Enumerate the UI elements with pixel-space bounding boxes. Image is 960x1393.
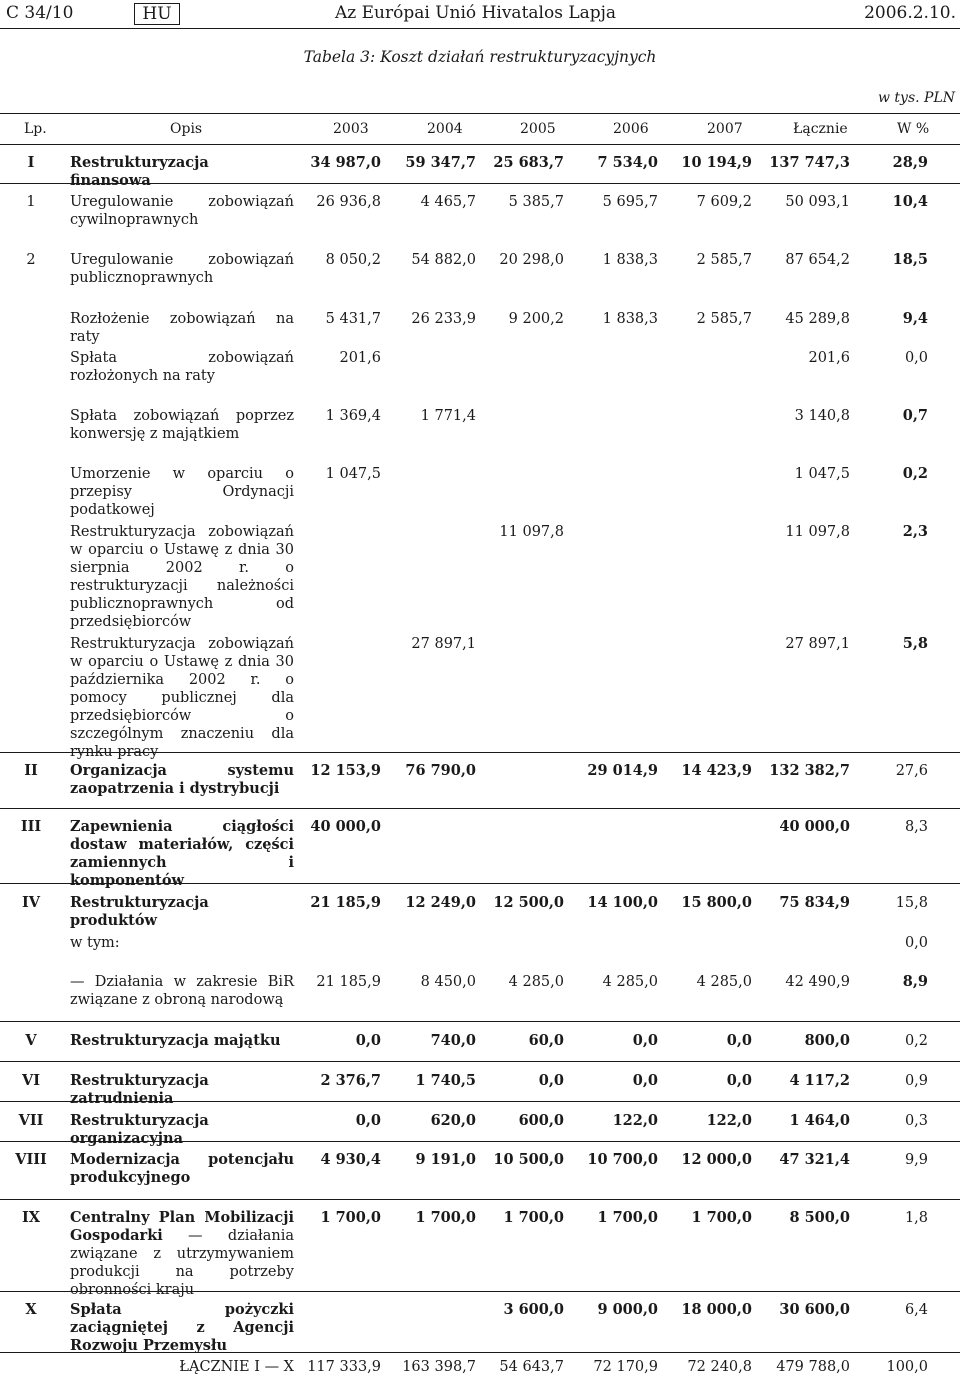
header-rule [0,28,960,29]
page-number: C 34/10 [6,3,74,23]
cell-v2004: 9 191,0 [415,1151,476,1168]
cell-lp: IX [21,1209,41,1226]
total-row [0,1352,960,1382]
cell-lp: VIII [15,1151,47,1168]
total-2004: 163 398,7 [402,1359,476,1375]
cell-pct: 18,5 [892,251,928,268]
cell-lp: 2 [26,252,36,268]
cell-v2003: 1 700,0 [320,1209,381,1226]
cell-v2006: 14 100,0 [587,894,658,911]
cell-v2007: 122,0 [706,1112,752,1129]
cell-v2007: 1 700,0 [691,1209,752,1226]
total-2007: 72 240,8 [687,1359,752,1375]
cell-v2007: 18 000,0 [681,1301,752,1318]
cell-desc: Restrukturyzacja zobowiązań w oparciu o Ustawę z dnia 30 października 2002 r. o pomocy publicznej dla przedsiębiorców o szczególnym znaczeniu dla rynku pracy [70,636,294,760]
cell-total: 30 600,0 [779,1301,850,1318]
cell-v2003: 1 369,4 [325,408,381,424]
table-row [0,1199,960,1298]
cell-v2007: 12 000,0 [681,1151,752,1168]
cell-desc: Restrukturyzacja zatrudnienia [70,1072,209,1107]
cell-v2004: 4 465,7 [420,194,476,210]
cell-v2007: 0,0 [726,1072,752,1089]
cell-pct: 0,2 [904,1033,928,1049]
cell-desc: Modernizacja potencjału produkcyjnego [70,1151,294,1186]
cell-pct: 0,0 [904,935,928,951]
cell-lp: I [27,154,35,171]
cell-v2007: 2 585,7 [696,311,752,327]
col-header-pct: W % [897,121,930,137]
table-row [0,455,960,518]
cell-desc: Zapewnienia ciągłości dostaw materiałów, części zamiennych i komponentów [70,818,294,889]
cell-desc: Restrukturyzacja finansowa [70,154,209,189]
total-2003: 117 333,9 [307,1359,381,1375]
cell-desc: Organizacja systemu zaopatrzenia i dystrybucji [70,762,294,797]
col-header-2005: 2005 [520,121,556,137]
cell-v2005: 25 683,7 [493,154,564,171]
cell-desc: Spłata pożyczki zaciągniętej z Agencji Rozwoju Przemysłu [70,1301,294,1354]
total-2005: 54 643,7 [499,1359,564,1375]
cell-total: 800,0 [804,1032,850,1049]
cell-total: 11 097,8 [785,524,850,540]
cell-v2007: 4 285,0 [696,974,752,990]
cell-total: 3 140,8 [794,408,850,424]
cell-pct: 2,3 [902,523,928,540]
cell-v2006: 29 014,9 [587,762,658,779]
cell-pct: 10,4 [892,193,928,210]
table-row [0,923,960,963]
cell-v2004: 8 450,0 [420,974,476,990]
col-header-2007: 2007 [707,121,743,137]
table-unit: w tys. PLN [877,90,955,106]
cell-v2007: 0,0 [726,1032,752,1049]
cell-v2007: 15 800,0 [681,894,752,911]
journal-title: Az Európai Unió Hivatalos Lapja [335,3,617,23]
cell-v2005: 60,0 [528,1032,564,1049]
cell-pct: 0,0 [904,350,928,366]
cell-v2005: 4 285,0 [508,974,564,990]
table-row [0,397,960,455]
cell-desc: Restrukturyzacja zobowiązań w oparciu o Ustawę z dnia 30 sierpnia 2002 r. o restrukturyzacji należności publicznoprawnych od przedsiębiorców [70,524,294,630]
table-row [0,241,960,299]
cell-lp: VII [18,1112,44,1129]
cell-v2005: 11 097,8 [499,524,564,540]
cell-total: 75 834,9 [779,894,850,911]
cell-desc: Uregulowanie zobowiązań cywilnoprawnych [70,194,294,228]
cell-desc: Restrukturyzacja organizacyjna [70,1112,209,1147]
cell-desc: Restrukturyzacja produktów [70,894,209,929]
cell-v2004: 59 347,7 [405,154,476,171]
cell-pct: 15,8 [895,895,928,911]
table-row [0,1141,960,1200]
cell-pct: 1,8 [904,1210,928,1226]
cell-total: 1 047,5 [794,466,850,482]
cell-pct: 0,9 [904,1073,928,1089]
col-header-2006: 2006 [613,121,649,137]
cell-v2003: 5 431,7 [325,311,381,327]
cell-total: 132 382,7 [769,762,850,779]
journal-header [0,0,960,30]
cell-lp: X [25,1301,37,1318]
cell-total: 8 500,0 [789,1209,850,1226]
cell-total: 45 289,8 [785,311,850,327]
cell-pct: 8,9 [902,973,928,990]
cell-desc: Uregulowanie zobowiązań publicznoprawnych [70,252,294,286]
cell-v2007: 10 194,9 [681,154,752,171]
cell-v2004: 27 897,1 [411,636,476,652]
cell-desc: w tym: [70,935,120,951]
table-row [0,339,960,397]
col-header-lacznie: Łącznie [793,121,848,137]
cell-desc: Restrukturyzacja majątku [70,1032,281,1049]
cell-total: 27 897,1 [785,636,850,652]
cell-v2006: 5 695,7 [602,194,658,210]
cell-v2006: 1 700,0 [597,1209,658,1226]
cell-v2003: 0,0 [355,1032,381,1049]
cell-v2005: 0,0 [538,1072,564,1089]
total-2006: 72 170,9 [593,1359,658,1375]
cell-pct: 8,3 [904,819,928,835]
cell-v2005: 600,0 [518,1112,564,1129]
cell-total: 137 747,3 [769,154,850,171]
col-header-2003: 2003 [333,121,369,137]
cell-desc: Spłata zobowiązań rozłożonych na raty [70,350,294,384]
cell-pct: 0,3 [904,1113,928,1129]
table-caption: Tabela 3: Koszt działań restrukturyzacyjnych [303,48,657,66]
cell-total: 42 490,9 [785,974,850,990]
table-row [0,183,960,241]
cell-lp: V [25,1032,37,1049]
col-header-lp: Lp. [24,121,47,137]
cell-total: 47 321,4 [779,1151,850,1168]
cell-v2004: 26 233,9 [411,311,476,327]
table-row [0,299,960,345]
col-header-2004: 2004 [427,121,463,137]
table-row [0,1021,960,1062]
col-header-opis: Opis [170,121,203,137]
cell-v2004: 1 771,4 [420,408,476,424]
cell-total: 50 093,1 [785,194,850,210]
cell-total: 4 117,2 [789,1072,850,1089]
cell-v2003: 4 930,4 [320,1151,381,1168]
cell-v2003: 34 987,0 [310,154,381,171]
cell-v2006: 1 838,3 [602,252,658,268]
cell-v2003: 40 000,0 [310,818,381,835]
cell-desc: Spłata zobowiązań poprzez konwersję z majątkiem [70,408,294,442]
cell-lp: II [24,762,38,779]
cell-lp: IV [21,894,41,911]
cell-pct: 6,4 [904,1302,928,1318]
cell-total: 40 000,0 [779,818,850,835]
cell-desc: — Działania w zakresie BiR związane z obroną narodową [70,974,294,1008]
cell-pct: 27,6 [895,763,928,779]
total-sum: 479 788,0 [776,1359,850,1375]
cell-v2006: 0,0 [632,1072,658,1089]
cell-v2005: 20 298,0 [499,252,564,268]
table-row [0,1101,960,1147]
cell-v2006: 9 000,0 [597,1301,658,1318]
cell-pct: 0,2 [902,465,928,482]
cell-pct: 9,4 [902,310,928,327]
cell-v2006: 10 700,0 [587,1151,658,1168]
table-row [0,883,960,929]
cell-lp: 1 [26,194,36,210]
table-row [0,963,960,1022]
language-badge: HU [134,3,180,25]
cell-v2005: 3 600,0 [503,1301,564,1318]
table-row [0,1291,960,1353]
cell-v2007: 2 585,7 [696,252,752,268]
cell-pct: 9,9 [904,1152,928,1168]
publication-date: 2006.2.10. [864,3,956,23]
cell-v2003: 26 936,8 [316,194,381,210]
cell-desc: Centralny Plan Mobilizacji Gospodarki — działania związane z utrzymywaniem produkcji na potrzeby obronności kraju [70,1209,294,1298]
cell-v2005: 9 200,2 [508,311,564,327]
table-row [0,752,960,809]
cell-v2004: 740,0 [430,1032,476,1049]
cell-v2006: 122,0 [612,1112,658,1129]
cell-v2004: 54 882,0 [411,252,476,268]
cell-v2003: 21 185,9 [310,894,381,911]
cell-v2006: 1 838,3 [602,311,658,327]
cell-v2007: 14 423,9 [681,762,752,779]
cell-v2005: 10 500,0 [493,1151,564,1168]
table-header [0,113,960,145]
cell-lp: III [20,818,42,835]
cell-v2004: 76 790,0 [405,762,476,779]
cell-v2004: 12 249,0 [405,894,476,911]
cell-total: 201,6 [808,350,850,366]
cell-v2003: 0,0 [355,1112,381,1129]
cell-v2006: 0,0 [632,1032,658,1049]
table-row [0,513,960,630]
cell-total: 1 464,0 [789,1112,850,1129]
cell-v2003: 1 047,5 [325,466,381,482]
cell-lp: VI [21,1072,41,1089]
cell-desc: Umorzenie w oparciu o przepisy Ordynacji podatkowej [70,466,294,518]
cell-v2003: 2 376,7 [320,1072,381,1089]
cell-total: 87 654,2 [785,252,850,268]
cell-v2005: 1 700,0 [503,1209,564,1226]
cell-pct: 0,7 [902,407,928,424]
cell-v2003: 8 050,2 [325,252,381,268]
cell-v2005: 12 500,0 [493,894,564,911]
cell-pct: 28,9 [892,154,928,171]
cell-desc: Rozłożenie zobowiązań na raty [70,311,294,345]
cell-v2006: 4 285,0 [602,974,658,990]
table-row [0,1061,960,1107]
cell-v2005: 5 385,7 [508,194,564,210]
cell-v2004: 1 700,0 [415,1209,476,1226]
cell-v2003: 12 153,9 [310,762,381,779]
cell-v2004: 620,0 [430,1112,476,1129]
cell-v2007: 7 609,2 [696,194,752,210]
cell-v2006: 7 534,0 [597,154,658,171]
table-row [0,143,960,189]
table-row [0,808,960,889]
total-label: ŁĄCZNIE I — X [179,1359,294,1375]
cell-v2003: 201,6 [339,350,381,366]
total-pct: 100,0 [886,1359,928,1375]
cell-v2004: 1 740,5 [415,1072,476,1089]
cell-pct: 5,8 [902,635,928,652]
table-row [0,625,960,760]
cell-v2003: 21 185,9 [316,974,381,990]
